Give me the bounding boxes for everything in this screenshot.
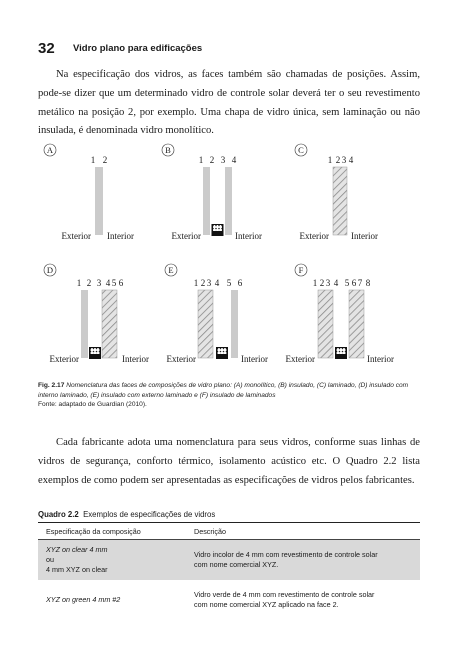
panel-c-pos-3: 3: [341, 155, 347, 165]
panel-d-pos-2: 2: [86, 278, 92, 288]
panel-c-laminated-pane: [333, 167, 347, 235]
header-desc: Descrição: [186, 523, 420, 540]
table-title-text: Exemplos de especificações de vidros: [83, 510, 216, 519]
table-header-row: [38, 523, 420, 540]
panel-e-pos-4: 4: [214, 278, 220, 288]
page-number: 32: [38, 40, 55, 57]
row-1-spec-line-2: ou: [46, 555, 54, 564]
panel-f-inner-laminated-pane: [349, 290, 364, 358]
intro-paragraph: [38, 66, 420, 141]
panel-d-spacer: [89, 347, 101, 359]
panel-f-pos-4: 4: [333, 278, 339, 288]
body-paragraph: [38, 434, 420, 490]
panel-e-inner-pane: [231, 290, 238, 358]
panel-f-exterior: Exterior: [285, 354, 315, 364]
panel-f-pos-3: 3: [325, 278, 331, 288]
panel-d-outer-pane: [81, 290, 88, 358]
table-row: [38, 580, 420, 620]
panel-f: [286, 264, 395, 364]
panel-f-outer-laminated-pane: [318, 290, 333, 358]
panel-b-pos-1: 1: [198, 155, 204, 165]
panel-c-pos-4: 4: [348, 155, 354, 165]
panel-e-pos-3: 3: [206, 278, 212, 288]
panel-e-pos-6: 6: [237, 278, 243, 288]
panel-b: [162, 144, 262, 241]
row-1-spec: [38, 540, 186, 581]
panel-d-pos-4: 4: [105, 278, 111, 288]
panel-b-spacer: [212, 224, 224, 236]
panel-b-letter: B: [165, 145, 171, 155]
panel-d-pos-6: 6: [118, 278, 124, 288]
panel-e-letter: E: [168, 265, 174, 275]
row-1-desc: [186, 540, 420, 581]
panel-a-pos-2: 2: [102, 155, 108, 165]
intro-text: Na especificação dos vidros, as faces também são chamadas de posições. Assim, pode-se dizer que um determinado vidro de controle solar deverá ter o seu revestimento metálico na posição 2, por exemplo. Uma chapa de vidro única, sem laminação ou não insulada, é denominada vidro monolítico.: [38, 69, 420, 137]
table-row: [38, 540, 420, 581]
panel-a-pos-1: 1: [90, 155, 96, 165]
panel-a-exterior: Exterior: [61, 231, 91, 241]
row-1-spec-line-3: 4 mm XYZ on clear: [46, 565, 108, 574]
header-spec: Especificação da composição: [38, 523, 186, 540]
panel-e-pos-2: 2: [200, 278, 206, 288]
panel-c-interior: Interior: [351, 231, 378, 241]
panel-a-letter: A: [46, 145, 54, 155]
body-text: Cada fabricante adota uma nomenclatura para seus vidros, conforme suas linhas de vidros de segurança, conforto térmico, isolamento acústico etc. O Quadro 2.2 lista exemplos de como podem ser apresentadas as especificações de vidros pelos fabricantes.: [38, 437, 420, 486]
panel-a-pane: [95, 167, 103, 235]
row-1-desc-line-1: Vidro incolor de 4 mm com revestimento de controle solar: [194, 550, 378, 559]
panel-d: [44, 264, 149, 364]
figure-2-17: [38, 138, 420, 378]
table-title: [38, 510, 215, 519]
panel-b-outer-pane: [203, 167, 210, 235]
specifications-table: [38, 522, 420, 620]
panel-c-pos-1: 1: [327, 155, 333, 165]
panel-c-exterior: Exterior: [299, 231, 329, 241]
panel-c-letter: C: [298, 145, 304, 155]
figure-label: Fig. 2.17: [38, 382, 65, 389]
row-2-spec: [38, 580, 186, 620]
panel-c-pos-2: 2: [335, 155, 341, 165]
panel-f-pos-5: 5: [344, 278, 350, 288]
panel-f-pos-8: 8: [365, 278, 371, 288]
panel-a: [44, 144, 134, 241]
panel-d-pos-1: 1: [76, 278, 82, 288]
panel-b-pos-2: 2: [209, 155, 215, 165]
glazing-diagram: [38, 138, 420, 378]
table-label: Quadro 2.2: [38, 510, 79, 519]
panel-c: [295, 144, 378, 241]
panel-b-interior: Interior: [235, 231, 262, 241]
panel-f-pos-2: 2: [319, 278, 325, 288]
panel-e-spacer: [216, 347, 228, 359]
row-2-desc-line-1: Vidro verde de 4 mm com revestimento de controle solar: [194, 590, 375, 599]
panel-f-pos-6: 6: [351, 278, 357, 288]
panel-d-laminated-pane: [102, 290, 117, 358]
panel-e-pos-1: 1: [193, 278, 199, 288]
panel-b-pos-4: 4: [231, 155, 237, 165]
panel-e-laminated-pane: [198, 290, 213, 358]
panel-e-interior: Interior: [241, 354, 268, 364]
panel-d-pos-5: 5: [111, 278, 117, 288]
panel-b-inner-pane: [225, 167, 232, 235]
panel-f-letter: F: [298, 265, 304, 275]
panel-b-pos-3: 3: [220, 155, 226, 165]
running-title: Vidro plano para edificações: [73, 43, 203, 54]
panel-d-interior: Interior: [122, 354, 149, 364]
running-header: [38, 40, 203, 58]
row-2-desc: [186, 580, 420, 620]
panel-f-interior: Interior: [367, 354, 394, 364]
panel-e-exterior: Exterior: [166, 354, 196, 364]
panel-d-letter: D: [46, 265, 54, 275]
row-1-desc-line-2: com nome comercial XYZ.: [194, 560, 279, 569]
panel-b-exterior: Exterior: [171, 231, 201, 241]
row-2-spec-line-1: XYZ on green 4 mm #2: [46, 595, 121, 604]
row-2-desc-line-2: com nome comercial XYZ aplicado na face 2.: [194, 600, 339, 609]
panel-f-pos-1: 1: [312, 278, 318, 288]
figure-caption: [38, 381, 420, 410]
panel-a-interior: Interior: [107, 231, 134, 241]
figure-source: Fonte: adaptado de Guardian (2010).: [38, 401, 147, 409]
panel-e-pos-5: 5: [226, 278, 232, 288]
panel-e: [165, 264, 268, 364]
panel-d-exterior: Exterior: [49, 354, 79, 364]
panel-f-spacer: [335, 347, 347, 359]
panel-f-pos-7: 7: [357, 278, 363, 288]
figure-caption-text: Nomenclatura das faces de composições de vidro plano: (A) monolítico, (B) insulado, (C) laminado, (D) insulado com interno laminado, (E) insulado com externo laminado e (F) insulado de laminados: [38, 382, 409, 399]
row-1-spec-line-1: XYZ on clear 4 mm: [46, 545, 108, 554]
panel-d-pos-3: 3: [96, 278, 102, 288]
